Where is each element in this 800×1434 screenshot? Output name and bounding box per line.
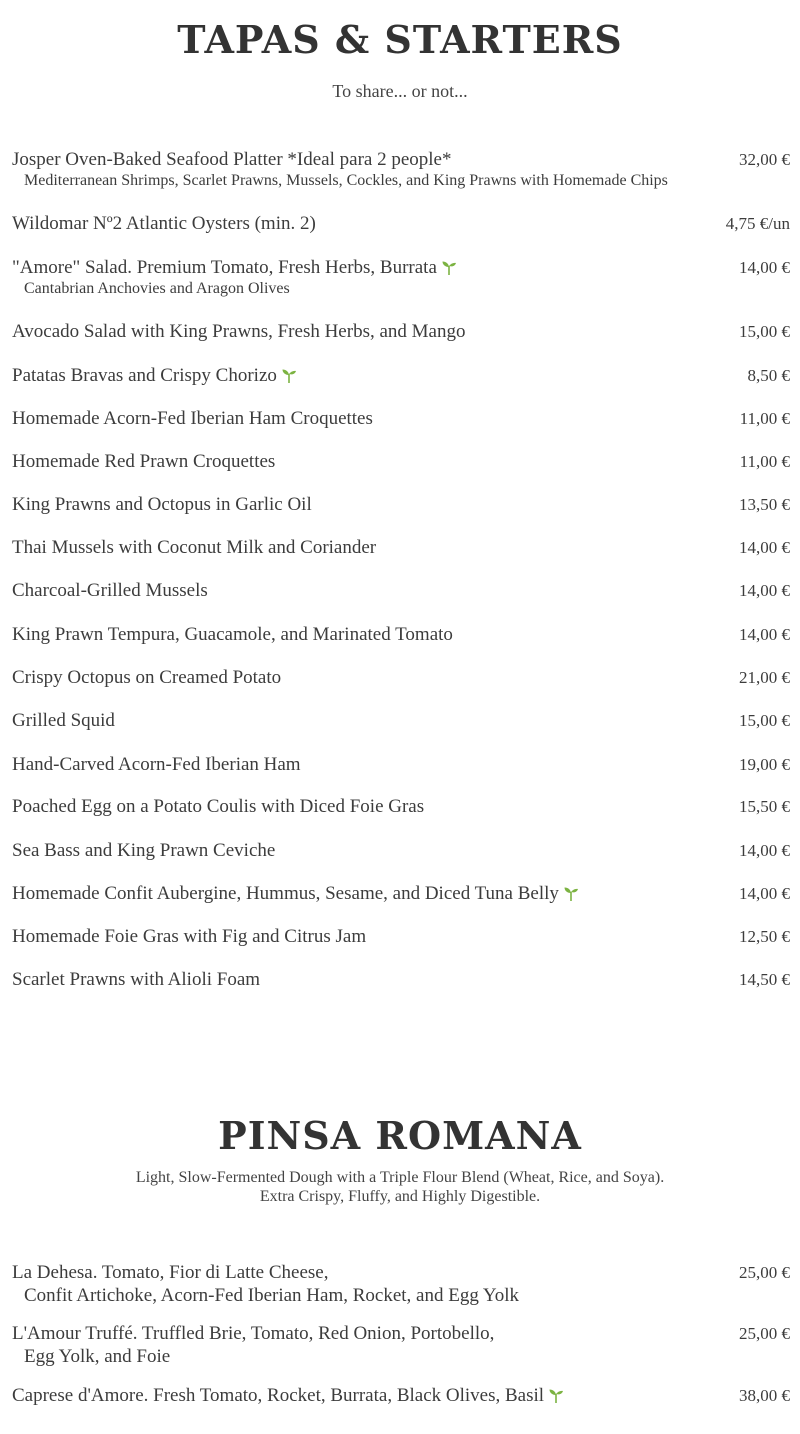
menu-item-name (12, 667, 281, 689)
menu-item-name (12, 796, 424, 818)
menu-item-name (12, 840, 275, 862)
menu-item-price: 14,00 € (739, 258, 790, 277)
menu-item-name (12, 624, 453, 646)
vegetarian-leaf-icon (562, 884, 580, 902)
menu-item (12, 624, 790, 646)
menu-item-name (12, 213, 316, 235)
pinsa-subtitle-line-2: Extra Crispy, Fluffy, and Highly Digestible. (259, 1188, 541, 1205)
menu-item-name-text: Josper Oven-Baked Seafood Platter *Ideal para 2 people* (12, 149, 452, 170)
menu-item (12, 149, 790, 191)
menu-item-price: 25,00 € (739, 1263, 790, 1282)
menu-item-name-text: Sea Bass and King Prawn Ceviche (12, 840, 276, 861)
menu-item-price: 13,50 € (739, 495, 790, 514)
menu-item (12, 257, 790, 299)
menu-item-name (12, 149, 452, 171)
menu-item-name-text: Scarlet Prawns with Alioli Foam (12, 969, 261, 990)
menu-item-name-text: Thai Mussels with Coconut Milk and Coriander (12, 537, 377, 558)
menu-item-price: 15,50 € (739, 797, 790, 816)
menu-item-price: 4,75 €/un (725, 214, 790, 233)
menu-item-name (12, 321, 465, 343)
menu-item-price: 11,00 € (739, 452, 790, 471)
menu-item-name-text: Homemade Foie Gras with Fig and Citrus Jam (12, 926, 367, 947)
menu-item-name (12, 1262, 328, 1284)
menu-item-name-text: L'Amour Truffé. Truffled Brie, Tomato, Red Onion, Portobello, (12, 1323, 495, 1344)
menu-item-price: 25,00 € (739, 1324, 790, 1343)
menu-item (12, 667, 790, 689)
menu-item-name (12, 710, 115, 732)
menu-item-price: 38,00 € (739, 1386, 790, 1405)
menu-item-description: Egg Yolk, and Foie (24, 1346, 171, 1367)
menu-item (12, 969, 790, 991)
menu-item (12, 321, 790, 343)
menu-item-description: Confit Artichoke, Acorn-Fed Iberian Ham, Rocket, and Egg Yolk (24, 1285, 519, 1306)
menu-item (12, 537, 790, 559)
menu-item-price: 14,00 € (739, 538, 790, 557)
menu-item-price: 15,00 € (739, 322, 790, 341)
menu-item-name (12, 408, 373, 430)
menu-item (12, 1323, 790, 1369)
menu-item-description: Cantabrian Anchovies and Aragon Olives (24, 280, 290, 297)
menu-item-name-text: King Prawn Tempura, Guacamole, and Marinated Tomato (12, 624, 453, 645)
menu-item-price: 32,00 € (739, 150, 790, 169)
menu-item (12, 451, 790, 473)
menu-item-price: 14,00 € (739, 625, 790, 644)
menu-item-name (12, 883, 580, 905)
menu-item-name (12, 365, 298, 387)
menu-item (12, 1262, 790, 1308)
pinsa-section-subtitle (0, 1168, 800, 1206)
menu-item-name-text: King Prawns and Octopus in Garlic Oil (12, 494, 312, 515)
menu-item-name-text: Avocado Salad with King Prawns, Fresh Herbs, and Mango (12, 321, 466, 342)
menu-item-name-text: Wildomar Nº2 Atlantic Oysters (min. 2) (12, 213, 316, 234)
menu-item-name (12, 580, 208, 602)
tapas-section-title: TAPAS & STARTERS (177, 17, 623, 62)
menu-item-price: 8,50 € (747, 366, 790, 385)
menu-item-name-text: Charcoal-Grilled Mussels (12, 580, 208, 601)
menu-item-name-text: La Dehesa. Tomato, Fior di Latte Cheese, (12, 1262, 329, 1283)
pinsa-subtitle-line-1: Light, Slow-Fermented Dough with a Triple Flour Blend (Wheat, Rice, and Soya). (135, 1169, 665, 1186)
menu-item (12, 796, 790, 818)
tapas-section-subtitle: To share... or not... (332, 81, 468, 101)
menu-item-name (12, 1323, 494, 1345)
menu-item-name-text: Grilled Squid (12, 710, 115, 731)
menu-item-price: 11,00 € (739, 409, 790, 428)
menu-item-name (12, 969, 260, 991)
menu-item-price: 12,50 € (739, 927, 790, 946)
menu-item (12, 580, 790, 602)
menu-item-price: 19,00 € (739, 755, 790, 774)
menu-item-name-text: Poached Egg on a Potato Coulis with Diced Foie Gras (12, 796, 425, 817)
menu-item-price: 14,00 € (739, 841, 790, 860)
menu-item-name-text: "Amore" Salad. Premium Tomato, Fresh Herbs, Burrata (12, 257, 437, 278)
menu-item-name (12, 754, 301, 776)
menu-item-name-text: Patatas Bravas and Crispy Chorizo (12, 365, 277, 386)
menu-item (12, 710, 790, 732)
menu-item-name (12, 1385, 565, 1407)
menu-item-name-text: Homemade Confit Aubergine, Hummus, Sesame, and Diced Tuna Belly (12, 883, 559, 904)
menu-item-name (12, 926, 366, 948)
menu-item-name (12, 257, 458, 279)
menu-item (12, 365, 790, 387)
menu-item (12, 213, 790, 235)
menu-item-name-text: Homemade Acorn-Fed Iberian Ham Croquettes (12, 408, 373, 429)
menu-item (12, 840, 790, 862)
menu-item-name (12, 494, 312, 516)
menu-item-name-text: Hand-Carved Acorn-Fed Iberian Ham (12, 754, 301, 775)
menu-item-price: 14,00 € (739, 581, 790, 600)
menu-item-price: 21,00 € (739, 668, 790, 687)
menu-item-name (12, 537, 376, 559)
menu-item (12, 1385, 790, 1407)
menu-item-price: 14,00 € (739, 884, 790, 903)
menu-item (12, 494, 790, 516)
menu-item-name-text: Homemade Red Prawn Croquettes (12, 451, 276, 472)
menu-item-price: 15,00 € (739, 711, 790, 730)
menu-item (12, 926, 790, 948)
menu-item (12, 883, 790, 905)
menu-item-price: 14,50 € (739, 970, 790, 989)
menu-item (12, 408, 790, 430)
menu-item (12, 754, 790, 776)
vegetarian-leaf-icon (440, 258, 458, 276)
menu-item-name-text: Crispy Octopus on Creamed Potato (12, 667, 282, 688)
menu-item-name (12, 451, 275, 473)
vegetarian-leaf-icon (547, 1386, 565, 1404)
menu-item-description: Mediterranean Shrimps, Scarlet Prawns, Mussels, Cockles, and King Prawns with Homemade Chips (24, 172, 668, 189)
pinsa-section-title: PINSA ROMANA (218, 1113, 582, 1158)
vegetarian-leaf-icon (280, 366, 298, 384)
menu-item-name-text: Caprese d'Amore. Fresh Tomato, Rocket, Burrata, Black Olives, Basil (12, 1385, 545, 1406)
